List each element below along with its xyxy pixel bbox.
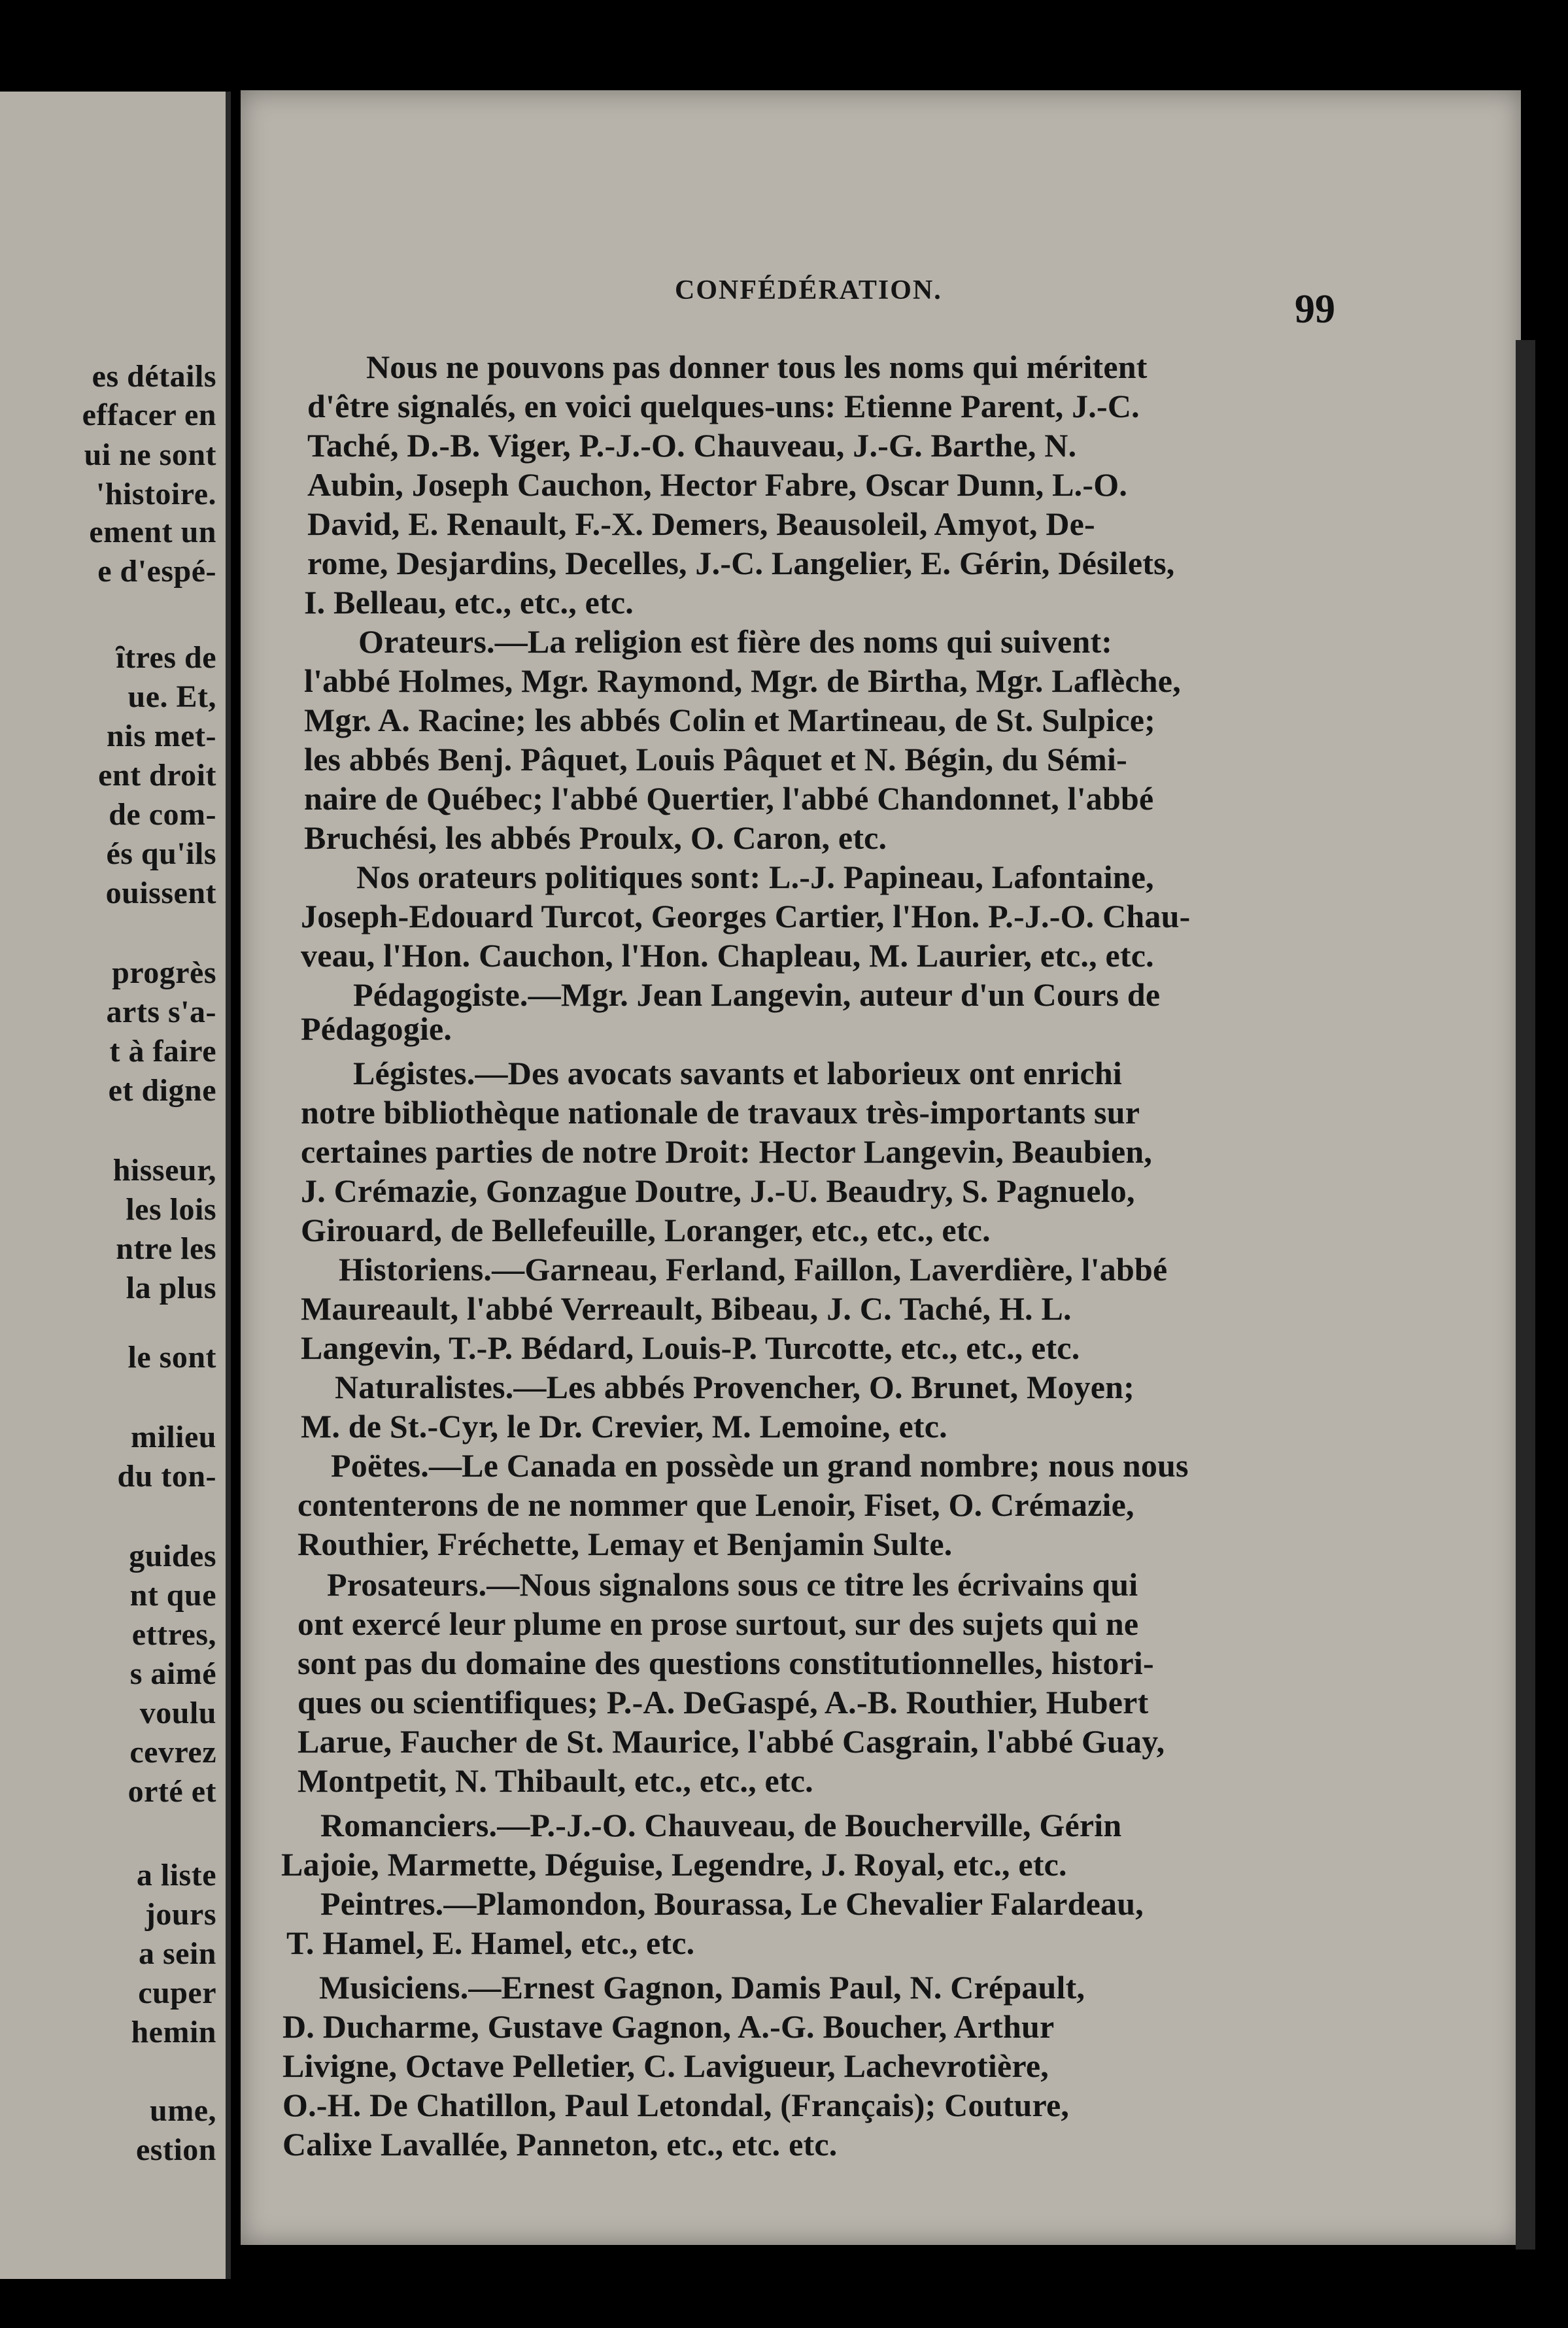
line-text: Larue, Faucher de St. Maurice, l'abbé Casgrain, l'abbé Guay,: [298, 1723, 1165, 1760]
line-text: sont pas du domaine des questions constitutionnelles, histori-: [298, 1645, 1154, 1681]
left-page-line: a liste: [136, 1858, 216, 1892]
left-page-line: arts s'a-: [106, 995, 216, 1029]
text-line: [282, 2086, 1069, 2124]
text-line: [304, 779, 1153, 817]
line-text: contenterons de ne nommer que Lenoir, Fiset, O. Crémazie,: [298, 1486, 1134, 1523]
section-line: [331, 1446, 1189, 1484]
section-heading: Poëtes.: [331, 1447, 429, 1484]
line-text: D. Ducharme, Gustave Gagnon, A.-G. Boucher, Arthur: [282, 2008, 1055, 2045]
left-page-line: hemin: [131, 2015, 216, 2049]
text-line: [301, 1211, 991, 1249]
text-line: [301, 1093, 1140, 1131]
text-line: [304, 740, 1127, 778]
left-page-line: le sont: [128, 1340, 216, 1375]
text-line: [304, 662, 1181, 700]
left-page-line: nt que: [129, 1578, 216, 1613]
text-line: [301, 1172, 1135, 1210]
line-text: Taché, D.-B. Viger, P.-J.-O. Chauveau, J.-G. Barthe, N.: [307, 427, 1077, 464]
section-heading: Historiens.: [339, 1251, 492, 1288]
text-line: [282, 2125, 837, 2163]
text-line: [307, 387, 1140, 425]
section-line: [327, 1566, 1138, 1603]
line-text: —Le Canada en possède un grand nombre; nous nous: [428, 1447, 1189, 1484]
text-line: [307, 544, 1174, 582]
left-facing-page: [0, 92, 231, 2279]
left-page-line: t à faire: [109, 1034, 216, 1069]
text-line: [286, 1924, 694, 1962]
line-text: —Nous signalons sous ce titre les écrivains qui: [486, 1566, 1138, 1603]
left-page-line: et digne: [108, 1073, 216, 1108]
left-page-line: ettres,: [131, 1617, 216, 1652]
line-text: Calixe Lavallée, Panneton, etc., etc. etc.: [282, 2126, 838, 2163]
line-text: —Plamondon, Bourassa, Le Chevalier Falardeau,: [443, 1885, 1144, 1922]
line-text: ont exercé leur plume en prose surtout, sur des sujets qui ne: [298, 1605, 1139, 1642]
text-line: [298, 1722, 1165, 1760]
text-line: [304, 819, 887, 857]
line-text: —Ernest Gagnon, Damis Paul, N. Crépault,: [468, 1969, 1085, 2006]
section-heading: Naturalistes.: [335, 1369, 514, 1405]
section-heading: Légistes.: [353, 1055, 475, 1091]
line-text: —Des avocats savants et laborieux ont enrichi: [475, 1055, 1122, 1091]
left-page-line: e d'espé-: [97, 554, 216, 589]
text-line: [298, 1486, 1134, 1524]
left-page-line: ui ne sont: [84, 437, 216, 472]
text-line: [301, 1290, 1072, 1327]
line-text: —La religion est fière des noms qui suivent:: [494, 623, 1113, 660]
left-page-line: és qu'ils: [106, 836, 216, 871]
left-page-line: ement un: [89, 515, 216, 549]
section-heading: Musiciens.: [319, 1969, 469, 2006]
line-text: Pédagogie.: [301, 1010, 452, 1047]
line-text: ques ou scientifiques; P.-A. DeGaspé, A.-B. Routhier, Hubert: [298, 1684, 1149, 1720]
left-page-line: de com-: [109, 797, 216, 832]
line-text: Maureault, l'abbé Verreault, Bibeau, J. C. Taché, H. L.: [301, 1290, 1072, 1327]
left-page-line: cuper: [138, 1976, 216, 2010]
text-line: [307, 505, 1095, 543]
section-heading: Peintres.: [320, 1885, 444, 1922]
text-line: [301, 1407, 947, 1445]
line-text: Livigne, Octave Pelletier, C. Lavigueur, Lachevrotière,: [282, 2047, 1049, 2084]
section-line: [320, 1806, 1121, 1844]
left-page-line: ntre les: [116, 1231, 216, 1266]
left-page-line: ouissent: [105, 876, 216, 910]
line-text: Routhier, Fréchette, Lemay et Benjamin Sulte.: [298, 1526, 953, 1562]
left-page-line: ent droit: [98, 758, 216, 793]
left-page-line: progrès: [112, 955, 216, 990]
text-line: [307, 426, 1076, 464]
line-text: —Mgr. Jean Langevin, auteur d'un Cours de: [528, 976, 1161, 1013]
left-page-line: du ton-: [117, 1459, 216, 1494]
left-page-line: s aimé: [129, 1656, 216, 1691]
left-page-line: hisseur,: [112, 1153, 216, 1188]
line-text: —Les abbés Provencher, O. Brunet, Moyen;: [513, 1369, 1135, 1405]
text-line: [301, 1133, 1152, 1171]
left-page-line: ume,: [150, 2093, 216, 2128]
line-text: Joseph-Edouard Turcot, Georges Cartier, l'Hon. P.-J.-O. Chau-: [301, 898, 1191, 934]
left-page-line: estion: [136, 2132, 216, 2167]
line-text: certaines parties de notre Droit: Hector Langevin, Beaubien,: [301, 1133, 1153, 1170]
line-text: —P.-J.-O. Chauveau, de Boucherville, Gérin: [497, 1807, 1122, 1843]
line-text: veau, l'Hon. Cauchon, l'Hon. Chapleau, M. Laurier, etc., etc.: [301, 937, 1154, 974]
line-text: les abbés Benj. Pâquet, Louis Pâquet et N. Bégin, du Sémi-: [304, 741, 1127, 778]
left-page-line: voulu: [139, 1696, 216, 1730]
left-page-line: jours: [145, 1897, 216, 1932]
line-text: Bruchési, les abbés Proulx, O. Caron, etc.: [304, 819, 887, 856]
page-number: 99: [1295, 287, 1335, 332]
line-text: J. Crémazie, Gonzague Doutre, J.-U. Beaudry, S. Pagnuelo,: [301, 1173, 1135, 1209]
text-line: [301, 897, 1190, 935]
text-line: [301, 1010, 452, 1048]
text-line: [281, 1845, 1067, 1883]
section-heading: Romanciers.: [320, 1807, 498, 1843]
line-text: —Garneau, Ferland, Faillon, Laverdière, l'abbé: [492, 1251, 1168, 1288]
left-page-line: la plus: [126, 1271, 216, 1305]
section-line: [358, 623, 1112, 660]
section-line: [353, 976, 1160, 1014]
line-text: l'abbé Holmes, Mgr. Raymond, Mgr. de Birtha, Mgr. Laflèche,: [304, 662, 1181, 699]
text-line: [298, 1644, 1154, 1682]
section-line: [335, 1368, 1134, 1406]
line-text: notre bibliothèque nationale de travaux très-importants sur: [301, 1094, 1140, 1131]
text-line: [301, 1329, 1080, 1367]
line-text: Girouard, de Bellefeuille, Loranger, etc., etc., etc.: [301, 1212, 991, 1248]
line-text: Langevin, T.-P. Bédard, Louis-P. Turcotte, etc., etc., etc.: [301, 1329, 1080, 1366]
section-line: [339, 1250, 1167, 1288]
left-page-line: ȋtres de: [116, 640, 216, 675]
line-text: O.-H. De Chatillon, Paul Letondal, (Français); Couture,: [282, 2087, 1070, 2123]
text-line: [366, 348, 1148, 386]
section-heading: Pédagogiste.: [353, 976, 528, 1013]
left-page-line: orté et: [128, 1774, 216, 1809]
page-edge-shadow: [1516, 340, 1535, 2250]
section-line: [353, 1054, 1122, 1092]
line-text: naire de Québec; l'abbé Quertier, l'abbé Chandonnet, l'abbé: [304, 780, 1154, 817]
section-heading: Orateurs.: [358, 623, 495, 660]
text-line: [298, 1683, 1148, 1721]
left-page-line: ue. Et,: [128, 679, 216, 714]
line-text: Mgr. A. Racine; les abbés Colin et Martineau, de St. Sulpice;: [304, 702, 1155, 738]
left-page-line: effacer en: [82, 398, 216, 432]
line-text: M. de St.-Cyr, le Dr. Crevier, M. Lemoine, etc.: [301, 1408, 947, 1445]
left-page-line: guides: [129, 1539, 216, 1573]
line-text: rome, Desjardins, Decelles, J.-C. Langelier, E. Gérin, Désilets,: [307, 545, 1175, 581]
text-line: [307, 466, 1127, 504]
line-text: Montpetit, N. Thibault, etc., etc., etc.: [298, 1762, 813, 1799]
line-text: T. Hamel, E. Hamel, etc., etc.: [286, 1925, 695, 1961]
text-line: [298, 1762, 813, 1800]
left-page-line: milieu: [131, 1420, 216, 1454]
line-text: I. Belleau, etc., etc., etc.: [304, 584, 634, 621]
line-text: Nos orateurs politiques sont: L.-J. Papineau, Lafontaine,: [356, 859, 1154, 895]
line-text: Lajoie, Marmette, Déguise, Legendre, J. Royal, etc., etc.: [281, 1846, 1067, 1883]
line-text: David, E. Renault, F.-X. Demers, Beausoleil, Amyot, De-: [307, 505, 1095, 542]
left-page-line: nis met-: [107, 719, 216, 753]
left-page-line: es détails: [92, 359, 216, 394]
running-head: CONFÉDÉRATION.: [675, 275, 942, 305]
line-text: Aubin, Joseph Cauchon, Hector Fabre, Oscar Dunn, L.-O.: [307, 466, 1128, 503]
text-line: [282, 2008, 1054, 2046]
text-line: [304, 701, 1155, 739]
left-page-line: 'histoire.: [95, 477, 216, 511]
text-line: [301, 936, 1154, 974]
text-line: [282, 2047, 1049, 2085]
line-text: Nous ne pouvons pas donner tous les noms qui méritent: [366, 349, 1148, 385]
line-text: d'être signalés, en voici quelques-uns: Etienne Parent, J.-C.: [307, 388, 1140, 424]
text-line: [356, 858, 1154, 896]
text-line: [298, 1525, 952, 1563]
text-line: [304, 583, 634, 621]
section-line: [319, 1968, 1085, 2006]
left-page-line: cevrez: [129, 1735, 216, 1770]
section-heading: Prosateurs.: [327, 1566, 487, 1603]
left-page-line: les lois: [126, 1192, 216, 1227]
section-line: [320, 1885, 1144, 1923]
text-line: [298, 1605, 1138, 1643]
left-page-line: a sein: [138, 1936, 216, 1971]
